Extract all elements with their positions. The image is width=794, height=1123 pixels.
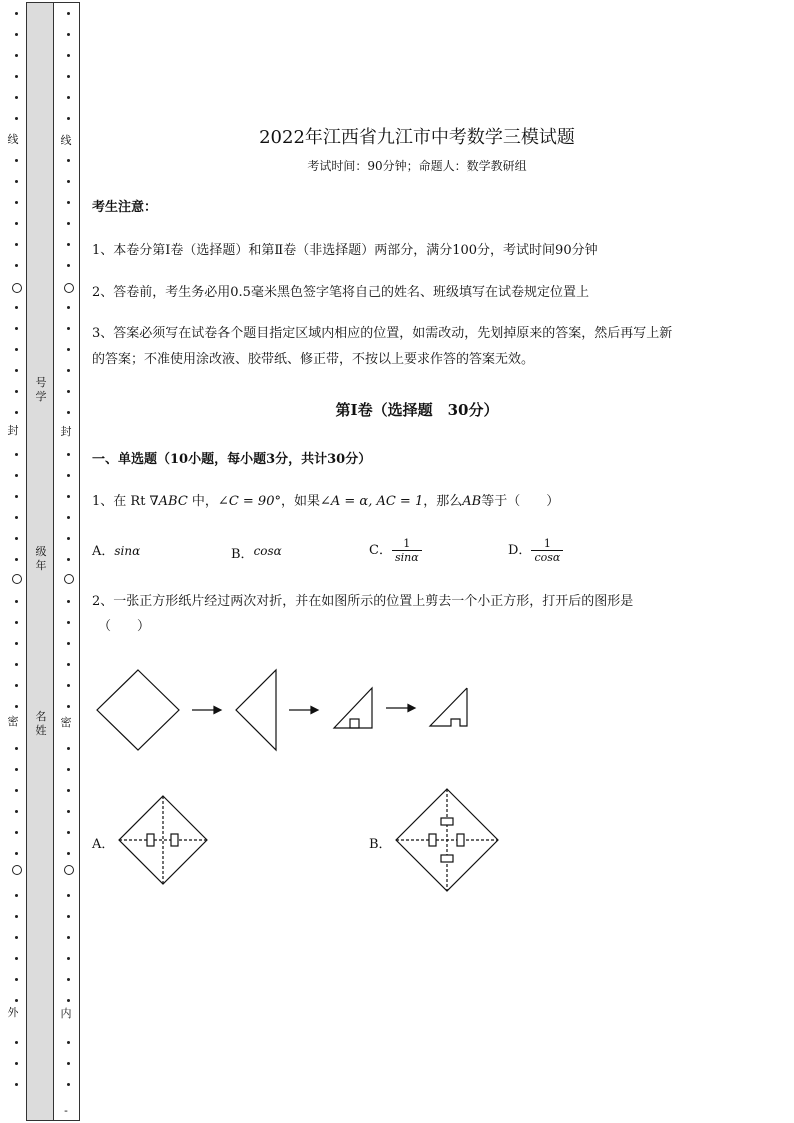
binding-char-outside: 外: [7, 1006, 19, 1019]
binding-char-seal: 封: [60, 425, 72, 438]
binding-char-secret: 密: [7, 715, 19, 728]
q1-option-b[interactable]: B．cosα: [231, 544, 282, 562]
q2-option-b-label[interactable]: B．: [369, 837, 392, 852]
binding-end-mark: -: [64, 1104, 68, 1117]
fraction: $\frac{1}{\cos\alpha}$: [531, 537, 563, 564]
page-title: 2022年江西省九江市中考数学三模试题: [259, 127, 575, 148]
part-one-title: 第I卷（选择题 30分）: [335, 401, 499, 419]
q1-option-c[interactable]: C． $\frac{1}{\sin\alpha}$: [369, 534, 422, 568]
binding-char-inside: 内: [60, 1007, 72, 1020]
hole-shape: [441, 855, 453, 862]
binding-char-secret: 密: [60, 716, 72, 729]
notice-item-3-cont: 的答案；不准使用涂改液、胶带纸、修正带，不按以上要求作答的答案无效。: [92, 352, 535, 367]
question-1-stem: 1、在 Rt ∇ABC 中，∠C = 90°，如果∠A = α, AC = 1，那么AB等于（ ）: [92, 494, 560, 509]
hole-shape: [441, 818, 453, 825]
grade-label: 级 年: [35, 545, 47, 572]
hole-shape: [457, 834, 464, 846]
q2-option-a-label[interactable]: A．: [92, 837, 115, 852]
section-heading: 一、单选题（10小题，每小题3分，共计30分）: [92, 452, 372, 467]
notice-item-3: 3、答案必须写在试卷各个题目指定区域内相应的位置，如需改动，先划掉原来的答案，然后再写上新: [92, 326, 673, 341]
notice-item-1: 1、本卷分第I卷（选择题）和第Ⅱ卷（非选择题）两部分，满分100分，考试时间90分钟: [92, 243, 598, 258]
question-2-stem: 2、一张正方形纸片经过两次对折，并在如图所示的位置上剪去一个小正方形，打开后的图形是: [92, 594, 634, 609]
binding-char-seal: 封: [7, 424, 19, 437]
q1-option-d[interactable]: D． $\frac{1}{\cos\alpha}$: [508, 534, 563, 568]
name-label: 名 姓: [35, 710, 47, 737]
exam-subtitle: 考试时间：90分钟；命题人：数学教研组: [307, 159, 527, 173]
notice-heading: 考生注意：: [92, 200, 158, 215]
hole-shape: [429, 834, 436, 846]
question-2-blank: （ ）: [98, 619, 151, 634]
fraction: $\frac{1}{\sin\alpha}$: [392, 537, 422, 564]
binding-char-line: 线: [7, 133, 19, 146]
binding-char-line: 线: [60, 134, 72, 147]
q1-option-a[interactable]: A．sinα: [92, 544, 141, 559]
notice-item-2: 2、答卷前，考生务必用0.5毫米黑色签字笔将自己的姓名、班级填写在试卷规定位置上: [92, 285, 589, 300]
student-number-label: 号 学: [35, 376, 47, 403]
